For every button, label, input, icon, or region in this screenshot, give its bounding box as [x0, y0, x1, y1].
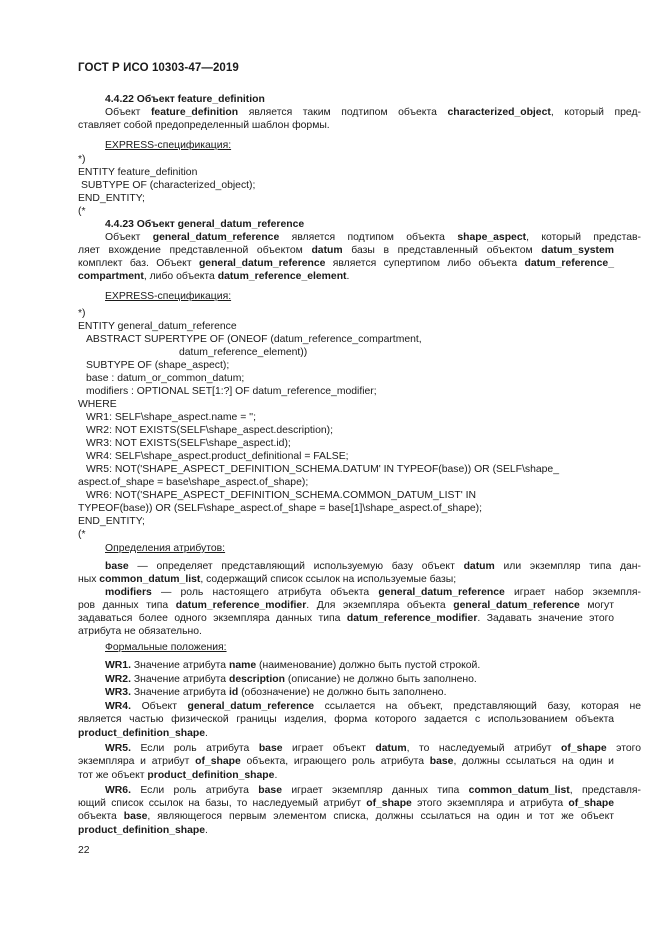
text-line	[78, 797, 614, 810]
text-run: WR5: NOT('SHAPE_ASPECT_DEFINITION_SCHEMA.DATUM' IN TYPEOF(base)) OR (SELF\shape_	[86, 464, 559, 475]
bold-term: WR4.	[105, 701, 131, 712]
text-line	[105, 673, 477, 686]
text-run: — роль настоящего атрибута объекта	[151, 587, 379, 598]
text-line	[86, 333, 422, 346]
text-line	[105, 542, 225, 555]
bold-term: datum_system	[541, 245, 614, 256]
bold-term: general_datum_reference	[187, 701, 315, 712]
text-run: ных	[78, 574, 100, 585]
text-line	[78, 727, 208, 740]
text-run: является подтипом объекта	[279, 232, 458, 243]
text-run: , либо объекта	[143, 271, 218, 282]
text-run: является супертипом либо объекта	[325, 258, 525, 269]
bold-term: base	[429, 756, 454, 767]
text-line	[78, 599, 614, 612]
bold-term: of_shape	[568, 798, 614, 809]
bold-term: base	[123, 811, 148, 822]
text-line	[78, 119, 330, 132]
bold-term: feature_definition	[150, 107, 239, 118]
text-run: .	[205, 728, 208, 739]
text-run: WR4: SELF\shape_aspect.product_definitional = FALSE;	[86, 451, 349, 462]
text-run: объекта	[78, 811, 124, 822]
text-line	[105, 106, 641, 119]
bold-term: shape_aspect	[457, 232, 527, 243]
bold-term: 4.4.22 Объект feature_definition	[105, 94, 265, 105]
text-run: .	[274, 770, 278, 781]
text-run: Определения атрибутов:	[105, 543, 226, 554]
text-run: WR3: NOT EXISTS(SELF\shape_aspect.id);	[86, 438, 291, 449]
text-run: , должны ссылаться на один и	[453, 756, 614, 767]
text-line	[105, 93, 265, 106]
text-line	[86, 489, 476, 502]
text-line	[105, 659, 480, 672]
bold-term: name	[228, 660, 257, 671]
text-line	[78, 205, 86, 218]
text-line	[81, 179, 255, 192]
bold-term: base	[258, 743, 283, 754]
bold-term: general_datum_reference	[378, 587, 505, 598]
text-run: Значение атрибута	[130, 674, 229, 685]
bold-term: general_datum_reference	[152, 232, 280, 243]
text-line	[78, 244, 614, 257]
bold-term: general_datum_reference	[453, 600, 580, 611]
text-run: атрибута не обязательно.	[78, 626, 202, 637]
text-line	[105, 641, 227, 654]
text-line	[105, 218, 304, 231]
text-run: (описание) не должно быть заполнено.	[284, 674, 477, 685]
bold-term: base	[258, 785, 282, 796]
text-line	[78, 612, 614, 625]
text-run: , который представ-	[526, 232, 641, 243]
text-line	[78, 810, 614, 823]
text-run: SUBTYPE OF (shape_aspect);	[86, 360, 230, 371]
text-run: (*	[78, 529, 86, 540]
bold-term: WR1.	[105, 660, 131, 671]
text-line	[86, 463, 559, 476]
bold-term: product_definition_shape	[78, 728, 206, 739]
text-run: ABSTRACT SUPERTYPE OF (ONEOF (datum_reference_compartment,	[86, 334, 422, 345]
bold-term: datum	[375, 743, 407, 754]
text-run: SUBTYPE OF (characterized_object);	[81, 180, 256, 191]
text-line	[105, 700, 641, 713]
text-line	[78, 573, 456, 586]
text-run: ров данных типа	[78, 600, 176, 611]
text-run: — определяет представляющий используемую базу объект	[128, 561, 464, 572]
text-run: .	[346, 271, 350, 282]
text-line	[86, 411, 256, 424]
bold-term: characterized_object	[447, 107, 551, 118]
text-run: . Задавать значение этого	[477, 613, 614, 624]
text-run: WR2: NOT EXISTS(SELF\shape_aspect.description);	[86, 425, 333, 436]
text-line	[78, 515, 145, 528]
bold-term: WR2.	[105, 674, 131, 685]
text-line	[105, 560, 641, 573]
text-run: играет экземпляр данных типа	[281, 785, 469, 796]
text-run: *)	[78, 308, 86, 319]
text-run: (обозначение) не должно быть заполнено.	[238, 687, 447, 698]
bold-term: id	[228, 687, 239, 698]
text-run: ляет вхождение представленной объектом	[78, 245, 312, 256]
text-line	[78, 398, 117, 411]
bold-term: datum_reference_modifier	[346, 613, 478, 624]
text-run: ющий список ссылок на базы, то наследуемый атрибут	[78, 798, 367, 809]
text-line	[78, 192, 145, 205]
text-line	[78, 270, 349, 283]
text-run: играет набор экземпля-	[504, 587, 641, 598]
text-line	[105, 784, 641, 797]
bold-term: 4.4.23 Объект general_datum_reference	[105, 219, 305, 230]
bold-term: WR5.	[105, 743, 131, 754]
text-line	[105, 742, 641, 755]
text-run: Объект	[105, 107, 151, 118]
text-line	[105, 686, 446, 699]
bold-term: WR3.	[105, 687, 131, 698]
text-run: END_ENTITY;	[78, 193, 145, 204]
text-run: , представля-	[569, 785, 642, 796]
bold-term: compartment	[78, 271, 144, 282]
text-run: этого экземпляра и атрибута	[411, 798, 569, 809]
bold-term: datum_reference_modifier	[175, 600, 307, 611]
text-run: base : datum_or_common_datum;	[86, 373, 245, 384]
text-run: datum_reference_element))	[179, 347, 308, 358]
text-line	[78, 625, 202, 638]
text-line	[105, 139, 231, 152]
text-run: этого	[606, 743, 641, 754]
text-line	[78, 755, 614, 768]
text-line	[78, 528, 86, 541]
bold-term: common_datum_list	[99, 574, 201, 585]
bold-term: description	[228, 674, 285, 685]
text-run: WR6: NOT('SHAPE_ASPECT_DEFINITION_SCHEMA.COMMON_DATUM_LIST' IN	[86, 490, 477, 501]
text-run: , содержащий список ссылок на используемые базы;	[200, 574, 457, 585]
text-line	[86, 437, 291, 450]
text-run: ENTITY general_datum_reference	[78, 321, 237, 332]
text-run: (*	[78, 206, 86, 217]
text-line	[78, 713, 614, 726]
text-line	[78, 153, 86, 166]
text-run: aspect.of_shape = base\shape_aspect.of_shape);	[78, 477, 309, 488]
bold-term: modifiers	[105, 587, 152, 598]
bold-term: product_definition_shape	[78, 825, 206, 836]
bold-term: base	[105, 561, 129, 572]
text-run: , то наследуемый атрибут	[406, 743, 562, 754]
bold-term: datum_reference_	[524, 258, 614, 269]
text-run: TYPEOF(base)) OR (SELF\shape_aspect.of_shape = base[1]\shape_aspect.of_shape);	[78, 503, 483, 514]
bold-term: datum	[463, 561, 495, 572]
text-run: WR1: SELF\shape_aspect.name = '';	[86, 412, 257, 423]
text-run: ставляет собой предопределенный шаблон формы.	[78, 120, 330, 131]
text-line	[78, 257, 614, 270]
text-run: или экземпляр типа дан-	[494, 561, 641, 572]
text-line	[105, 586, 641, 599]
text-run: Если роль атрибута	[130, 743, 259, 754]
text-run: является частью физической границы изделия, форма которого задается с использованием объекта	[78, 714, 614, 725]
bold-term: general_datum_reference	[198, 258, 326, 269]
text-line	[86, 359, 229, 372]
text-run: ссылается на объект, представляющий базу, которая не	[314, 701, 641, 712]
text-run: (наименование) должно быть пустой строкой.	[256, 660, 481, 671]
text-line	[86, 385, 377, 398]
bold-term: common_datum_list	[468, 785, 570, 796]
text-run: . Для экземпляра объекта	[306, 600, 454, 611]
text-run: , который пред-	[550, 107, 642, 118]
bold-term: of_shape	[195, 756, 241, 767]
document-header: ГОСТ Р ИСО 10303-47—2019	[78, 62, 239, 74]
text-run: Значение атрибута	[130, 660, 229, 671]
page-number: 22	[78, 845, 90, 856]
text-run: задаваться более одного экземпляра данных типа	[78, 613, 347, 624]
bold-term: of_shape	[561, 743, 607, 754]
text-line	[78, 769, 277, 782]
text-line	[105, 290, 231, 303]
bold-term: WR6.	[105, 785, 131, 796]
text-line	[179, 346, 307, 359]
text-line	[78, 320, 237, 333]
text-run: WHERE	[78, 399, 117, 410]
text-line	[86, 424, 333, 437]
text-run: является таким подтипом объекта	[238, 107, 448, 118]
text-run: Объект	[130, 701, 188, 712]
text-run: экземпляра и атрибут	[78, 756, 196, 767]
text-run: играет объект	[282, 743, 376, 754]
text-run: базы в представленный объектом	[342, 245, 542, 256]
text-line	[78, 476, 308, 489]
text-run: тот же объект	[78, 770, 148, 781]
text-run: EXPRESS-спецификация:	[105, 291, 232, 302]
text-line	[105, 231, 641, 244]
text-line	[78, 502, 482, 515]
text-line	[86, 450, 349, 463]
text-run: объекта, играющего роль атрибута	[240, 756, 430, 767]
bold-term: datum	[311, 245, 343, 256]
text-line	[78, 307, 86, 320]
text-run: Значение атрибута	[130, 687, 229, 698]
text-run: *)	[78, 154, 86, 165]
bold-term: datum_reference_element	[217, 271, 347, 282]
text-run: Если роль атрибута	[130, 785, 259, 796]
text-run: Формальные положения:	[105, 642, 227, 653]
text-run: комплект баз. Объект	[78, 258, 199, 269]
text-run: , являющегося первым элементом списка, должны ссылаться на один и тот же объект	[147, 811, 614, 822]
text-line	[78, 824, 208, 837]
text-run: modifiers : OPTIONAL SET[1:?] OF datum_reference_modifier;	[86, 386, 377, 397]
bold-term: product_definition_shape	[147, 770, 275, 781]
text-line	[78, 166, 197, 179]
text-line	[86, 372, 244, 385]
text-run: Объект	[105, 232, 153, 243]
text-run: .	[205, 825, 208, 836]
bold-term: of_shape	[366, 798, 412, 809]
text-run: EXPRESS-спецификация:	[105, 140, 232, 151]
text-run: могут	[579, 600, 614, 611]
text-run: ENTITY feature_definition	[78, 167, 198, 178]
text-run: END_ENTITY;	[78, 516, 145, 527]
